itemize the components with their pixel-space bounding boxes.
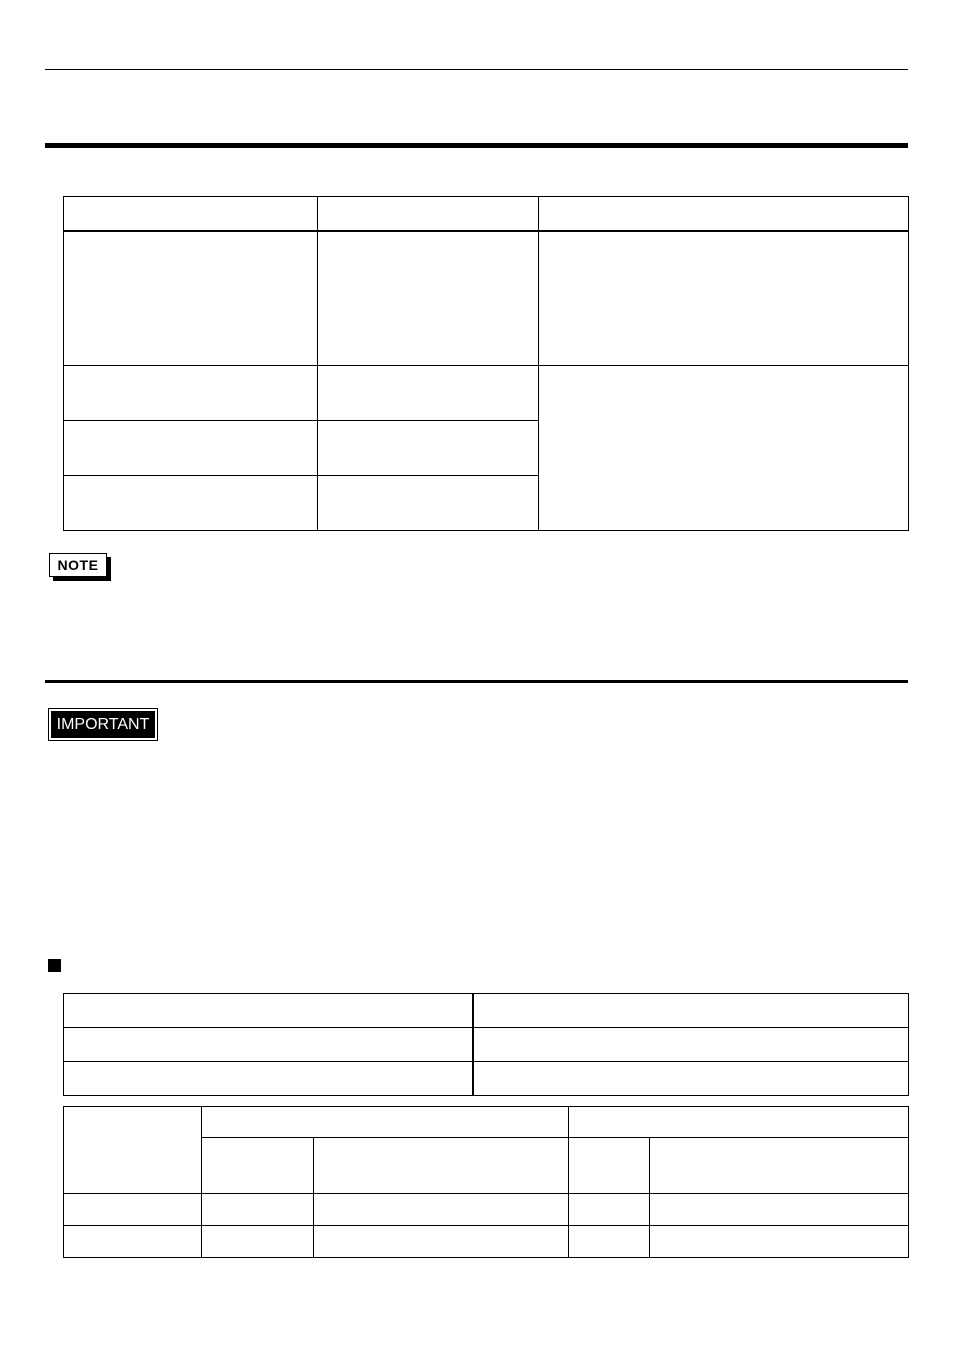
table-cell: [539, 197, 909, 232]
table-cell: [318, 231, 539, 366]
table-cell: [539, 231, 909, 366]
table-group-header: [202, 1107, 569, 1138]
header-rule: [45, 69, 908, 70]
table-cell: [569, 1194, 650, 1226]
spec-table-3: [63, 1106, 909, 1258]
table-row: [64, 1194, 909, 1226]
section-rule-top: [45, 143, 908, 148]
table-header-row: [64, 197, 909, 232]
table-cell: [202, 1194, 314, 1226]
note-badge: NOTE: [49, 553, 107, 577]
table-row: [64, 1062, 909, 1096]
black-square-icon: [48, 959, 61, 972]
table-row: [64, 1226, 909, 1258]
table-cell: [318, 476, 539, 531]
table-cell: [314, 1138, 569, 1194]
table-header-row: [64, 1107, 909, 1138]
table-cell: [64, 1062, 473, 1096]
spec-table-2: [63, 993, 909, 1096]
table-group-header: [569, 1107, 909, 1138]
table-cell: [314, 1226, 569, 1258]
table-cell: [64, 366, 318, 421]
table-cell: [314, 1194, 569, 1226]
table-row: [64, 994, 909, 1028]
spec-table-1: [63, 196, 909, 531]
table-cell: [473, 1062, 909, 1096]
table-cell: [473, 1028, 909, 1062]
section-rule-middle: [45, 680, 908, 683]
table-cell: [202, 1226, 314, 1258]
table-cell: [318, 197, 539, 232]
table-cell: [473, 994, 909, 1028]
table-cell: [64, 1028, 473, 1062]
table-cell: [64, 231, 318, 366]
table-cell: [569, 1138, 650, 1194]
table-cell: [64, 1194, 202, 1226]
table-cell: [202, 1138, 314, 1194]
table-cell: [650, 1226, 909, 1258]
table-cell: [569, 1226, 650, 1258]
table-cell: [64, 421, 318, 476]
table-cell: [64, 1226, 202, 1258]
table-cell: [64, 197, 318, 232]
table-cell-merged: [539, 366, 909, 531]
table-row: [64, 1028, 909, 1062]
table-row: [64, 366, 909, 421]
important-badge: IMPORTANT: [51, 711, 155, 738]
table-cell: [650, 1194, 909, 1226]
table-cell: [650, 1138, 909, 1194]
table-cell: [64, 476, 318, 531]
table-cell: [318, 366, 539, 421]
table-cell: [64, 994, 473, 1028]
table-row: [64, 231, 909, 366]
table-cell-merged: [64, 1107, 202, 1194]
table-cell: [318, 421, 539, 476]
